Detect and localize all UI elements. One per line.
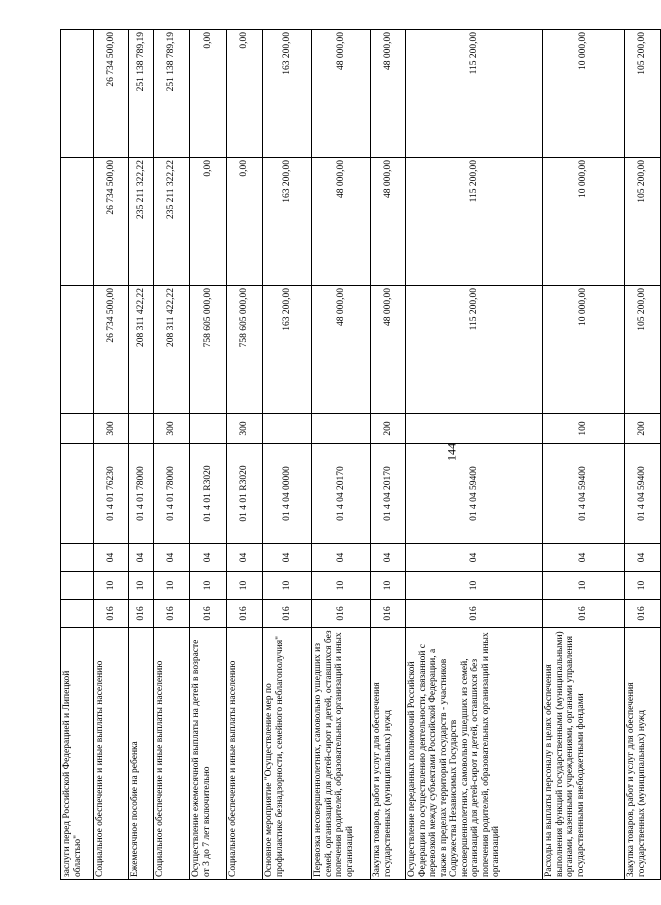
grbs-cell: 016 xyxy=(371,600,406,628)
sum-year2-cell: 115 200,00 xyxy=(406,158,543,286)
sum-year3-cell: 10 000,00 xyxy=(543,30,625,158)
sum-year2-cell: 163 200,00 xyxy=(263,158,312,286)
sum-year3-cell: 163 200,00 xyxy=(263,30,312,158)
sum-year1-cell: 758 605 000,00 xyxy=(227,286,263,414)
section-cell: 10 xyxy=(625,572,661,600)
table-row xyxy=(371,30,406,880)
target-article-cell: 01 4 04 59400 xyxy=(543,444,625,544)
subsection-cell: 04 xyxy=(406,544,543,572)
sum-year2-cell: 235 211 322,22 xyxy=(129,158,154,286)
grbs-cell: 016 xyxy=(227,600,263,628)
grbs-cell: 016 xyxy=(625,600,661,628)
table-row xyxy=(61,30,94,880)
sum-year3-cell: 48 000,00 xyxy=(312,30,371,158)
grbs-cell: 016 xyxy=(406,600,543,628)
grbs-cell: 016 xyxy=(154,600,190,628)
empty-cell xyxy=(61,572,94,600)
grbs-cell: 016 xyxy=(543,600,625,628)
grbs-cell: 016 xyxy=(263,600,312,628)
section-cell: 10 xyxy=(190,572,227,600)
sum-year2-cell: 235 211 322,22 xyxy=(154,158,190,286)
expense-type-cell: 300 xyxy=(227,414,263,444)
sum-year3-cell: 105 200,00 xyxy=(625,30,661,158)
sum-year2-cell: 10 000,00 xyxy=(543,158,625,286)
section-cell: 10 xyxy=(371,572,406,600)
expense-type-cell: 200 xyxy=(625,414,661,444)
subsection-cell: 04 xyxy=(625,544,661,572)
expense-type-cell xyxy=(312,414,371,444)
subsection-cell: 04 xyxy=(263,544,312,572)
section-cell: 10 xyxy=(227,572,263,600)
subsection-cell: 04 xyxy=(371,544,406,572)
grbs-cell: 016 xyxy=(94,600,129,628)
row-name-cell: заслуги перед Российской Федерацией и Липецкой областью" xyxy=(61,628,94,880)
expense-type-cell xyxy=(129,414,154,444)
table-row xyxy=(263,30,312,880)
empty-cell xyxy=(61,544,94,572)
row-name-cell: Расходы на выплаты персоналу в целях обеспечения выполнения функций государственными (муниципальными) органами, казенными учреждениями, органами управления государственными внебюджетными фондами xyxy=(543,628,625,880)
expense-type-cell: 300 xyxy=(154,414,190,444)
table-row xyxy=(406,30,543,880)
grbs-cell: 016 xyxy=(129,600,154,628)
target-article-cell: 01 4 04 20170 xyxy=(371,444,406,544)
row-name-cell: Ежемесячное пособие на ребенка xyxy=(129,628,154,880)
row-name-cell: Перевозка несовершеннолетних, самовольно ушедших из семей, организаций для детей-сирот и детей, оставшихся без попечения родителей, образовательных организаций и иных организаций xyxy=(312,628,371,880)
expense-type-cell: 100 xyxy=(543,414,625,444)
sum-year3-cell: 0,00 xyxy=(227,30,263,158)
empty-cell xyxy=(61,414,94,444)
sum-year1-cell: 105 200,00 xyxy=(625,286,661,414)
subsection-cell: 04 xyxy=(129,544,154,572)
target-article-cell: 01 4 01 78000 xyxy=(154,444,190,544)
rotated-table-area xyxy=(60,30,648,880)
sum-year1-cell: 26 734 500,00 xyxy=(94,286,129,414)
empty-cell xyxy=(61,600,94,628)
row-name-cell: Закупка товаров, работ и услуг для обеспечения государственных (муниципальных) нужд xyxy=(625,628,661,880)
target-article-cell: 01 4 04 00000 xyxy=(263,444,312,544)
subsection-cell: 04 xyxy=(154,544,190,572)
section-cell: 10 xyxy=(543,572,625,600)
sum-year3-cell: 251 138 789,19 xyxy=(154,30,190,158)
expense-type-cell xyxy=(190,414,227,444)
target-article-cell: 01 4 04 59400 xyxy=(625,444,661,544)
sum-year3-cell: 26 734 500,00 xyxy=(94,30,129,158)
expense-type-cell: 300 xyxy=(94,414,129,444)
target-article-cell: 01 4 04 20170 xyxy=(312,444,371,544)
target-article-cell: 01 4 04 59400 xyxy=(406,444,543,544)
section-cell: 10 xyxy=(263,572,312,600)
sum-year2-cell: 0,00 xyxy=(190,158,227,286)
row-name-cell: Осуществление переданных полномочий Российской Федерации по осуществлению деятельности, связанной с перевозкой между субъектами Российской Федерации, а также в пределах территорий государств - участников Содружества Независимых Государств несовершеннолетних, самовольно ушедших из семей, организаций для детей-сирот и детей, оставшихся без попечения родителей, образовательных организаций и иных организаций xyxy=(406,628,543,880)
sum-year2-cell: 0,00 xyxy=(227,158,263,286)
subsection-cell: 04 xyxy=(94,544,129,572)
sum-year1-cell: 758 605 000,00 xyxy=(190,286,227,414)
empty-cell xyxy=(61,158,94,286)
expense-type-cell xyxy=(263,414,312,444)
sum-year1-cell: 10 000,00 xyxy=(543,286,625,414)
sum-year1-cell: 163 200,00 xyxy=(263,286,312,414)
row-name-cell: Социальное обеспечение и иные выплаты населению xyxy=(154,628,190,880)
target-article-cell: 01 4 01 R3020 xyxy=(227,444,263,544)
section-cell: 10 xyxy=(94,572,129,600)
row-name-cell: Основное мероприятие "Осуществление мер по профилактике безнадзорности, семейного неблагополучия" xyxy=(263,628,312,880)
page-number: 144 xyxy=(444,443,459,461)
row-name-cell: Осуществление ежемесячной выплаты на детей в возрасте от 3 до 7 лет включительно xyxy=(190,628,227,880)
sum-year3-cell: 48 000,00 xyxy=(371,30,406,158)
sum-year2-cell: 48 000,00 xyxy=(312,158,371,286)
empty-cell xyxy=(61,286,94,414)
sum-year1-cell: 208 311 422,22 xyxy=(129,286,154,414)
sum-year2-cell: 105 200,00 xyxy=(625,158,661,286)
subsection-cell: 04 xyxy=(227,544,263,572)
budget-table xyxy=(60,29,661,880)
row-name-cell: Социальное обеспечение и иные выплаты населению xyxy=(94,628,129,880)
row-name-cell: Закупка товаров, работ и услуг для обеспечения государственных (муниципальных) нужд xyxy=(371,628,406,880)
expense-type-cell: 200 xyxy=(371,414,406,444)
sum-year3-cell: 0,00 xyxy=(190,30,227,158)
grbs-cell: 016 xyxy=(312,600,371,628)
sum-year1-cell: 115 200,00 xyxy=(406,286,543,414)
table-row xyxy=(227,30,263,880)
sum-year1-cell: 208 311 422,22 xyxy=(154,286,190,414)
table-row xyxy=(543,30,625,880)
expense-type-cell xyxy=(406,414,543,444)
section-cell: 10 xyxy=(406,572,543,600)
section-cell: 10 xyxy=(154,572,190,600)
subsection-cell: 04 xyxy=(190,544,227,572)
table-row xyxy=(625,30,661,880)
table-row xyxy=(154,30,190,880)
table-wrapper xyxy=(60,30,648,880)
sum-year3-cell: 251 138 789,19 xyxy=(129,30,154,158)
sum-year1-cell: 48 000,00 xyxy=(312,286,371,414)
row-name-cell: Социальное обеспечение и иные выплаты населению xyxy=(227,628,263,880)
target-article-cell: 01 4 01 78000 xyxy=(129,444,154,544)
grbs-cell: 016 xyxy=(190,600,227,628)
section-cell: 10 xyxy=(312,572,371,600)
sum-year2-cell: 26 734 500,00 xyxy=(94,158,129,286)
section-cell: 10 xyxy=(129,572,154,600)
target-article-cell: 01 4 01 R3020 xyxy=(190,444,227,544)
table-row xyxy=(94,30,129,880)
table-row xyxy=(312,30,371,880)
empty-cell xyxy=(61,444,94,544)
sum-year2-cell: 48 000,00 xyxy=(371,158,406,286)
empty-cell xyxy=(61,30,94,158)
sum-year3-cell: 115 200,00 xyxy=(406,30,543,158)
table-row xyxy=(190,30,227,880)
subsection-cell: 04 xyxy=(312,544,371,572)
target-article-cell: 01 4 01 76230 xyxy=(94,444,129,544)
subsection-cell: 04 xyxy=(543,544,625,572)
sum-year1-cell: 48 000,00 xyxy=(371,286,406,414)
table-row xyxy=(129,30,154,880)
